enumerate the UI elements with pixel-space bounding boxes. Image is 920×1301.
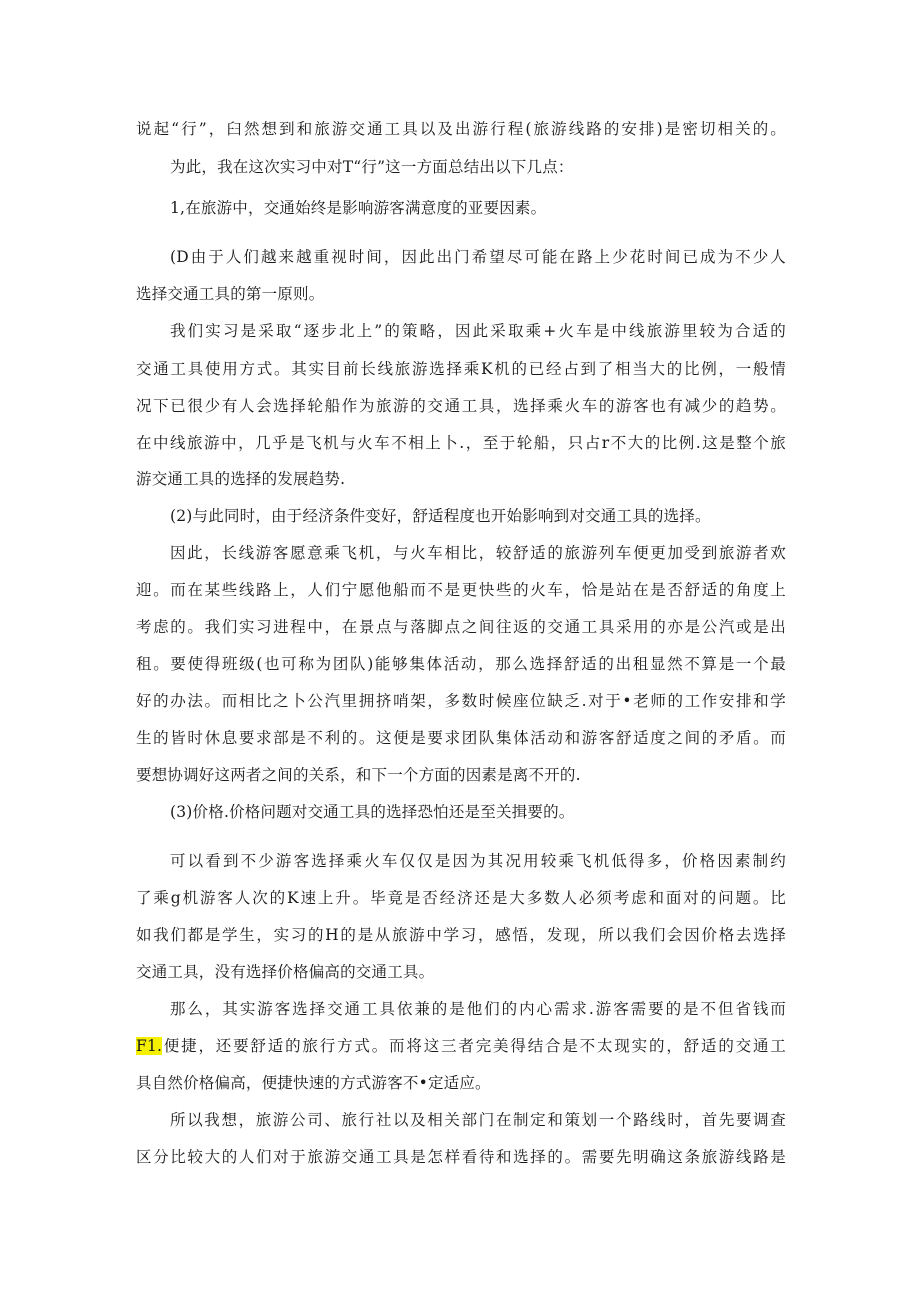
text-line: 交通工具，没有选择价格偏高的交通工具。 bbox=[136, 963, 435, 981]
text-line: 好的办法。而相比之卜公汽里拥挤哨架，多数时候座位缺乏.对于•老师的工作安排和学 bbox=[136, 692, 786, 710]
text-line: 如我们都是学生，实习的H的是从旅游中学习，感悟，发现，所以我们会因价格去选择 bbox=[136, 926, 786, 944]
text-line: 所以我想，旅游公司、旅行社以及相关部门在制定和策划一个路线时，首先要调查 bbox=[170, 1111, 786, 1129]
text-line: 迎。而在某些线路上，人们宁愿他船而不是更快些的火车，恰是站在是否舒适的角度上 bbox=[136, 581, 786, 599]
text-line-highlighted bbox=[136, 1031, 786, 1061]
text-line: (2)与此同时，由于经济条件变好，舒适程度也开始影响到对交通工具的选择。 bbox=[170, 507, 711, 525]
text-line: 说起“行”，臼然想到和旅游交通工具以及出游行程(旅游线路的安排)是密切相关的。 bbox=[136, 120, 786, 138]
text-line: 那么，其实游客选择交通工具依兼的是他们的内心需求.游客需要的是不但省钱而 bbox=[170, 1000, 786, 1018]
text-line: 选择交通工具的第一原则。 bbox=[136, 285, 325, 303]
text-line-rest: 便捷，还要舒适的旅行方式。而将这三者完美得结合是不太现实的，舒适的交通工 bbox=[162, 1037, 786, 1055]
text-line: 具自然价格偏高，便捷快速的方式游客不•定适应。 bbox=[136, 1074, 491, 1092]
text-line: 区分比较大的人们对于旅游交通工具是怎样看待和选择的。需要先明确这条旅游线路是 bbox=[136, 1148, 786, 1166]
text-line: 我们实习是采取“逐步北上”的策略，因此采取乘+火车是中线旅游里较为合适的 bbox=[170, 322, 786, 340]
text-line: 要想协调好这两者之间的关系，和下一个方面的因素是离不开的. bbox=[136, 766, 581, 784]
text-line: 了乘g机游客人次的K速上升。毕竟是否经济还是大多数人必须考虑和面对的问题。比 bbox=[136, 889, 786, 907]
text-line: 考虑的。我们实习进程中，在景点与落脚点之间往返的交通工具采用的亦是公汽或是出 bbox=[136, 618, 786, 636]
text-line: 交通工具使用方式。其实目前长线旅游选择乘K机的已经占到了相当大的比例，一般情 bbox=[136, 360, 786, 378]
text-line: 生的皆时休息要求部是不利的。这便是要求团队集体活动和游客舒适度之间的矛盾。而 bbox=[136, 729, 786, 747]
text-line: 况下已很少有人会选择轮船作为旅游的交通工具，选择乘火车的游客也有减少的趋势。 bbox=[136, 397, 786, 415]
text-line: (3)价格.价格问题对交通工具的选择恐怕还是至关揖要的。 bbox=[170, 803, 575, 821]
text-line: 租。要使得班级(也可称为团队)能够集体活动，那么选择舒适的出租显然不算是一个最 bbox=[136, 655, 786, 673]
text-line: 在中线旅游中，几乎是飞机与火车不相上卜.，至于轮船，只占r不大的比例.这是整个旅 bbox=[136, 434, 786, 452]
text-line: (D由于人们越来越重视时间，因此出门希望尽可能在路上少花时间已成为不少人 bbox=[170, 248, 786, 266]
text-line: 游交通工具的选择的发展趋势. bbox=[136, 470, 346, 488]
text-line: 因此，长线游客愿意乘飞机，与火车相比，较舒适的旅游列车便更加受到旅游者欢 bbox=[170, 544, 786, 562]
highlight-mark: F1. bbox=[136, 1037, 163, 1055]
text-line: 可以看到不少游客选择乘火车仅仅是因为其况用较乘飞机低得多，价格因素制约 bbox=[170, 852, 786, 870]
text-line: 1,在旅游中，交通始终是影响游客满意度的亚要因素。 bbox=[170, 199, 547, 217]
text-line: 为此，我在这次实习中对T“行”这一方面总结出以下几点： bbox=[170, 158, 574, 176]
